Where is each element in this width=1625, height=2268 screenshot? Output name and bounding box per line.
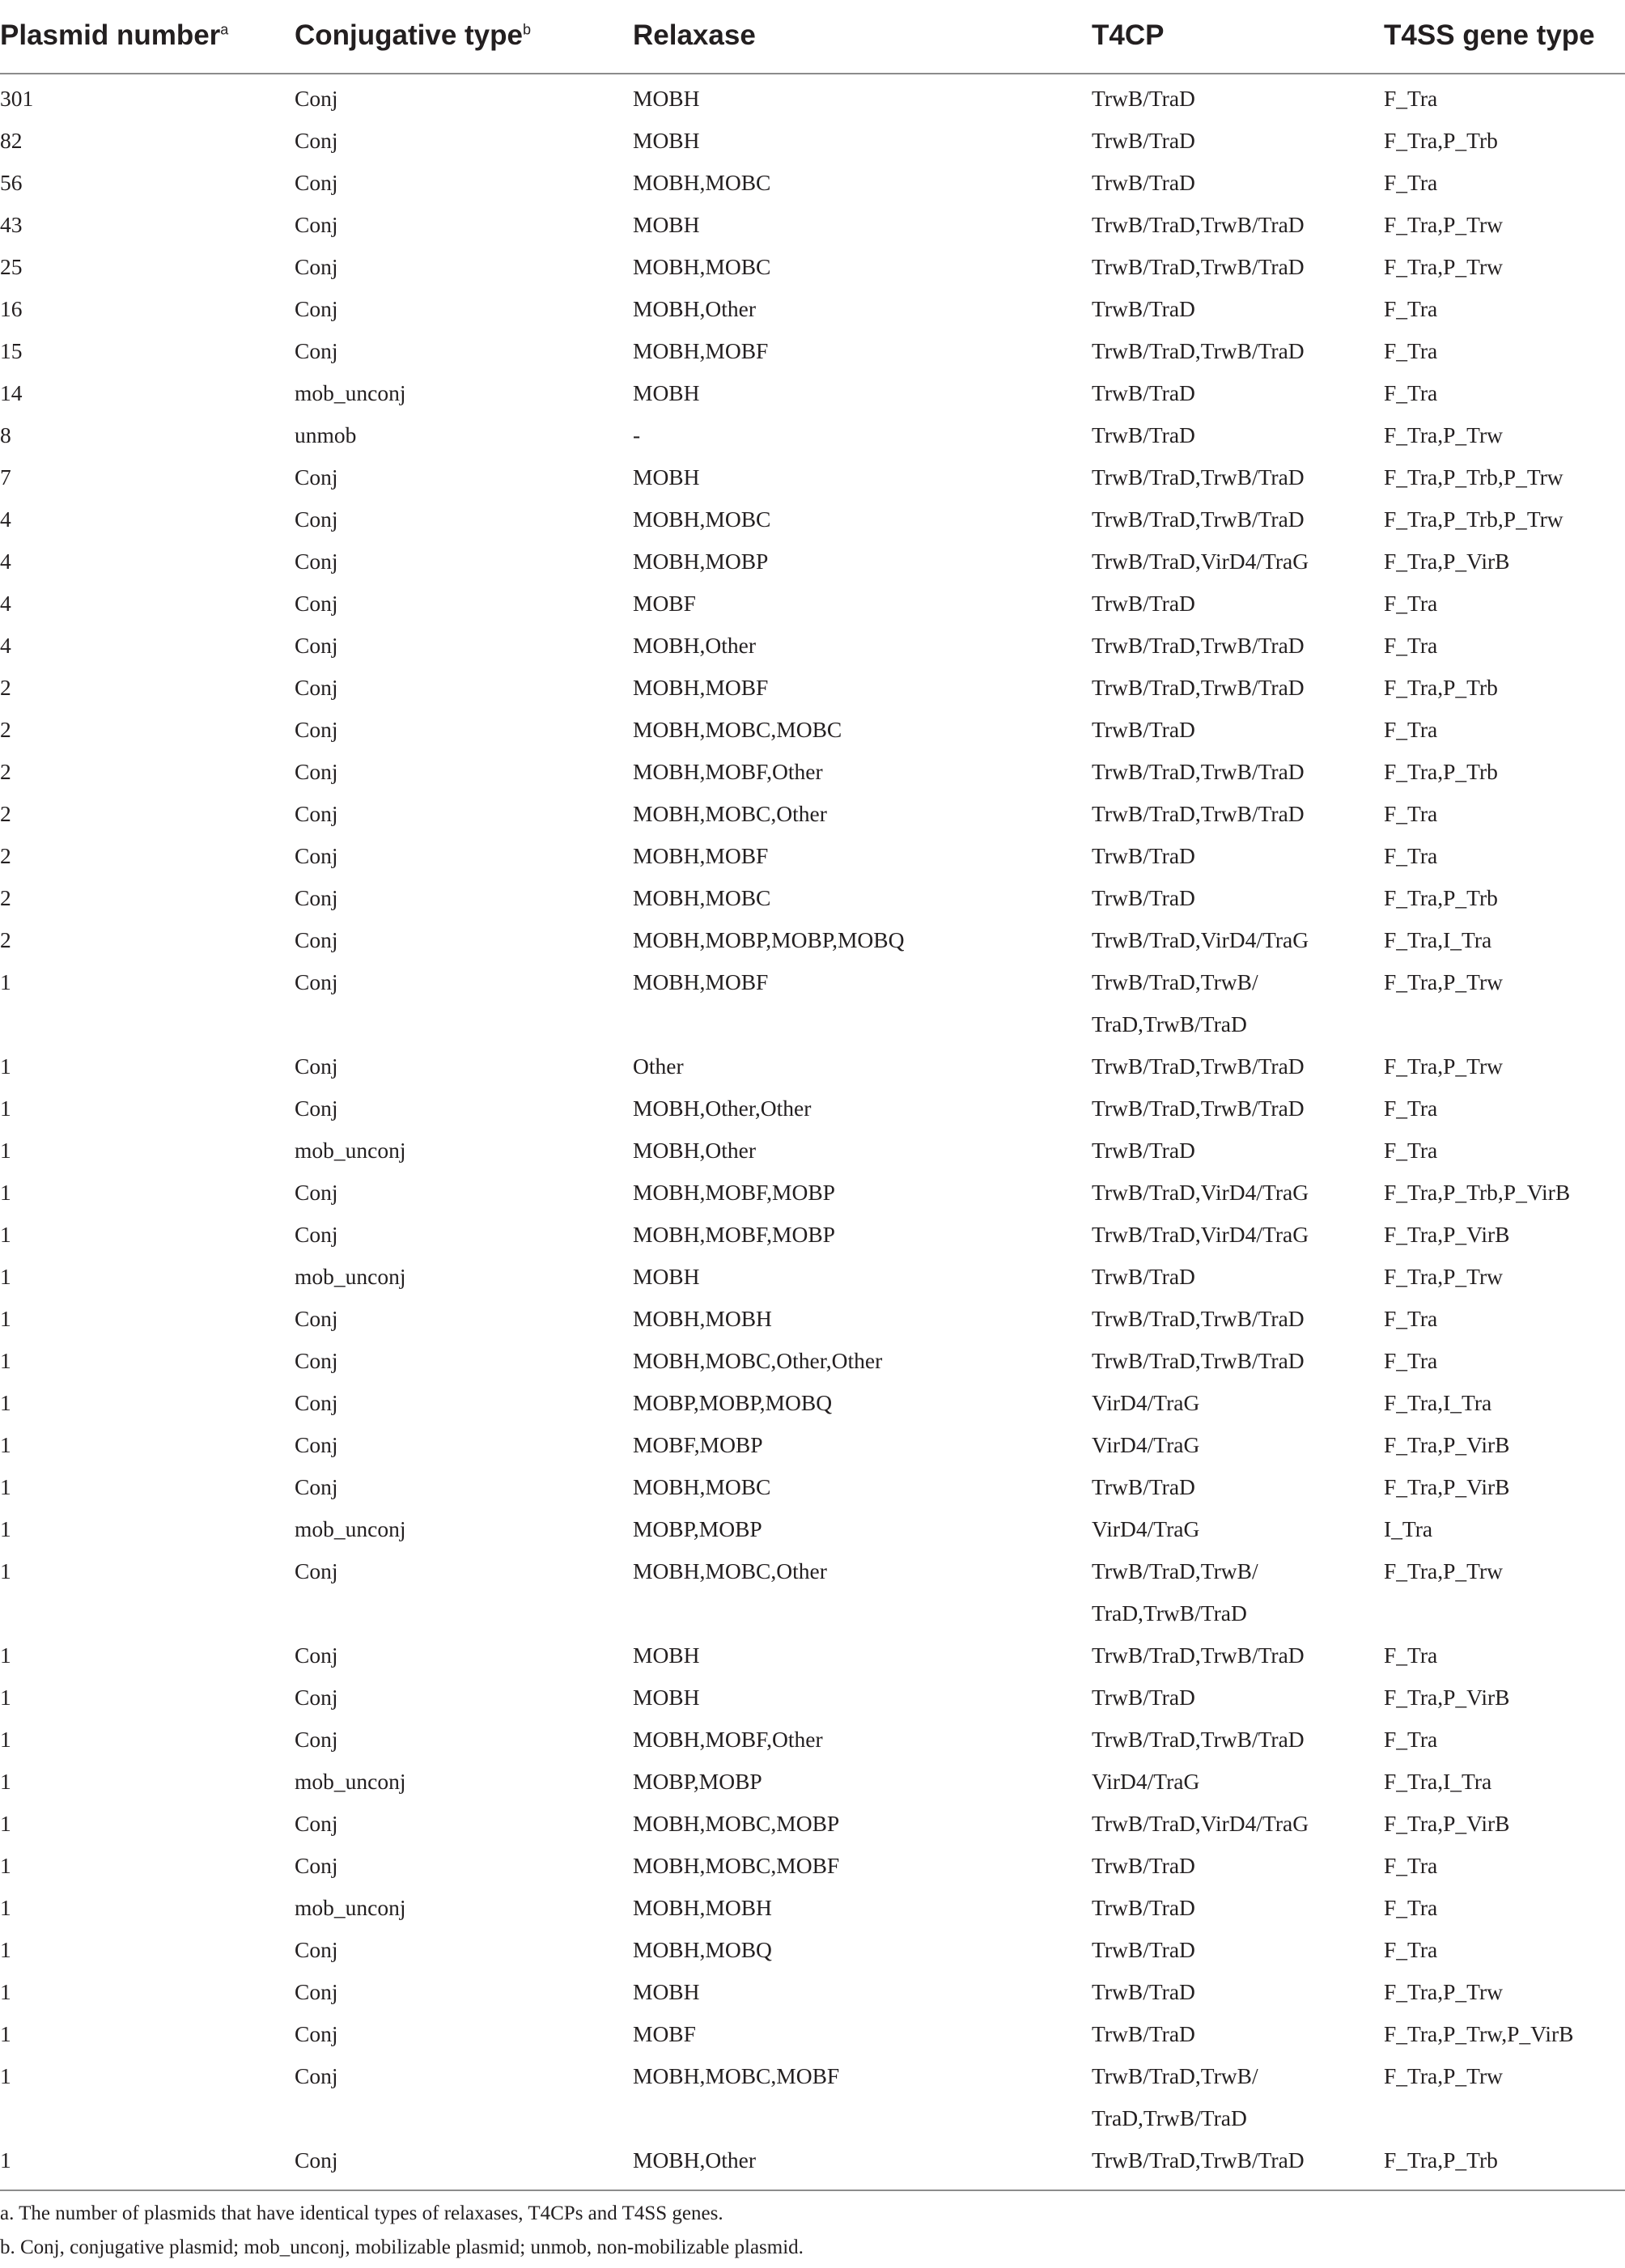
cell-plasmid-number: 1 bbox=[0, 1979, 11, 2004]
cell-t4ss-gene-type: F_Tra,P_Trb,P_VirB bbox=[1384, 1180, 1571, 1205]
table-row bbox=[0, 2055, 1625, 2139]
cell-conjugative-type: Conj bbox=[295, 338, 338, 363]
cell-relaxase: MOBH bbox=[633, 1643, 700, 1668]
header-conjugative-type-label: Conjugative type bbox=[295, 19, 523, 51]
cell-plasmid-number: 2 bbox=[0, 717, 11, 742]
cell-conjugative-type: mob_unconj bbox=[295, 1895, 406, 1920]
cell-conjugative-type: Conj bbox=[295, 1432, 338, 1457]
table-row bbox=[0, 74, 1625, 120]
cell-plasmid-number: 2 bbox=[0, 843, 11, 868]
table-row bbox=[0, 1087, 1625, 1130]
footnote-marker-a: a bbox=[220, 21, 229, 38]
cell-plasmid-number: 4 bbox=[0, 633, 11, 658]
table-row bbox=[0, 1929, 1625, 1971]
cell-relaxase: MOBH,Other bbox=[633, 1138, 757, 1163]
cell-conjugative-type: mob_unconj bbox=[295, 1264, 406, 1289]
cell-plasmid-number: 8 bbox=[0, 422, 11, 447]
cell-relaxase: MOBH,Other bbox=[633, 2147, 757, 2173]
header-relaxase: Relaxase bbox=[633, 0, 1092, 74]
cell-plasmid-number: 56 bbox=[0, 170, 23, 195]
cell-plasmid-number: 4 bbox=[0, 549, 11, 574]
cell-conjugative-type: unmob bbox=[295, 422, 357, 447]
cell-t4ss-gene-type: F_Tra,P_Trb,P_Trw bbox=[1384, 464, 1563, 490]
cell-plasmid-number: 15 bbox=[0, 338, 23, 363]
cell-relaxase: MOBH bbox=[633, 86, 700, 111]
table-row bbox=[0, 1298, 1625, 1340]
cell-relaxase: MOBP,MOBP bbox=[633, 1769, 762, 1794]
cell-t4ss-gene-type: F_Tra,P_Trb,P_Trw bbox=[1384, 507, 1563, 532]
cell-t4cp: VirD4/TraG bbox=[1092, 1432, 1200, 1457]
table-row bbox=[0, 1971, 1625, 2013]
cell-plasmid-number: 1 bbox=[0, 1558, 11, 1583]
cell-conjugative-type: Conj bbox=[295, 1853, 338, 1878]
cell-conjugative-type: Conj bbox=[295, 591, 338, 616]
cell-t4ss-gene-type: F_Tra,P_VirB bbox=[1384, 1432, 1510, 1457]
cell-t4ss-gene-type: F_Tra bbox=[1384, 170, 1438, 195]
table-row bbox=[0, 1803, 1625, 1845]
table-row bbox=[0, 330, 1625, 372]
cell-conjugative-type: Conj bbox=[295, 254, 338, 279]
cell-relaxase: MOBH,MOBF,Other bbox=[633, 759, 823, 784]
cell-conjugative-type: Conj bbox=[295, 1180, 338, 1205]
cell-t4ss-gene-type: F_Tra,P_Trb bbox=[1384, 2147, 1498, 2173]
cell-t4cp: TrwB/TraD,VirD4/TraG bbox=[1092, 1811, 1309, 1836]
cell-plasmid-number: 1 bbox=[0, 1685, 11, 1710]
cell-plasmid-number: 1 bbox=[0, 1474, 11, 1499]
cell-relaxase: MOBH,MOBC,Other bbox=[633, 801, 827, 826]
table-row bbox=[0, 709, 1625, 751]
cell-plasmid-number: 1 bbox=[0, 1895, 11, 1920]
cell-t4cp: TrwB/TraD,TrwB/ TraD,TrwB/TraD bbox=[1092, 969, 1258, 1036]
cell-relaxase: MOBH,MOBF,Other bbox=[633, 1727, 823, 1752]
cell-plasmid-number: 1 bbox=[0, 2147, 11, 2173]
cell-t4cp: TrwB/TraD bbox=[1092, 717, 1195, 742]
table-row bbox=[0, 1466, 1625, 1508]
cell-t4ss-gene-type: I_Tra bbox=[1384, 1516, 1433, 1541]
table-row bbox=[0, 414, 1625, 456]
cell-relaxase: MOBP,MOBP bbox=[633, 1516, 762, 1541]
cell-plasmid-number: 16 bbox=[0, 296, 23, 321]
cell-t4cp: TrwB/TraD,TrwB/TraD bbox=[1092, 1053, 1305, 1079]
cell-relaxase: MOBF bbox=[633, 591, 696, 616]
cell-relaxase: MOBH,MOBC,Other bbox=[633, 1558, 827, 1583]
cell-relaxase: MOBH,MOBC bbox=[633, 507, 771, 532]
table-row bbox=[0, 541, 1625, 583]
cell-relaxase: MOBH,Other,Other bbox=[633, 1096, 812, 1121]
table-row bbox=[0, 1761, 1625, 1803]
cell-plasmid-number: 1 bbox=[0, 1937, 11, 1962]
cell-conjugative-type: Conj bbox=[295, 1306, 338, 1331]
cell-t4ss-gene-type: F_Tra bbox=[1384, 86, 1438, 111]
table-bottom-rule bbox=[0, 2190, 1625, 2191]
cell-relaxase: MOBH,MOBQ bbox=[633, 1937, 772, 1962]
table-row bbox=[0, 583, 1625, 625]
cell-conjugative-type: Conj bbox=[295, 1053, 338, 1079]
cell-t4ss-gene-type: F_Tra,P_VirB bbox=[1384, 1685, 1510, 1710]
header-row bbox=[0, 0, 1625, 74]
table-row bbox=[0, 877, 1625, 919]
cell-plasmid-number: 1 bbox=[0, 1306, 11, 1331]
cell-relaxase: MOBH,MOBF bbox=[633, 338, 769, 363]
cell-conjugative-type: Conj bbox=[295, 969, 338, 994]
table-row bbox=[0, 1550, 1625, 1634]
cell-t4cp: VirD4/TraG bbox=[1092, 1769, 1200, 1794]
cell-t4cp: TrwB/TraD bbox=[1092, 591, 1195, 616]
cell-t4cp: TrwB/TraD,TrwB/TraD bbox=[1092, 633, 1305, 658]
cell-conjugative-type: Conj bbox=[295, 86, 338, 111]
cell-plasmid-number: 82 bbox=[0, 128, 23, 153]
cell-relaxase: MOBH,MOBP bbox=[633, 549, 769, 574]
cell-t4ss-gene-type: F_Tra bbox=[1384, 717, 1438, 742]
cell-plasmid-number: 1 bbox=[0, 1516, 11, 1541]
cell-t4cp: TrwB/TraD,TrwB/TraD bbox=[1092, 254, 1305, 279]
cell-t4cp: TrwB/TraD bbox=[1092, 86, 1195, 111]
cell-plasmid-number: 1 bbox=[0, 1432, 11, 1457]
table-row bbox=[0, 1256, 1625, 1298]
cell-t4ss-gene-type: F_Tra,P_Trb bbox=[1384, 128, 1498, 153]
cell-t4ss-gene-type: F_Tra,P_Trw bbox=[1384, 2063, 1504, 2088]
cell-t4cp: TrwB/TraD,TrwB/TraD bbox=[1092, 801, 1305, 826]
cell-conjugative-type: Conj bbox=[295, 1390, 338, 1415]
cell-conjugative-type: Conj bbox=[295, 1685, 338, 1710]
cell-t4cp: TrwB/TraD bbox=[1092, 843, 1195, 868]
cell-conjugative-type: Conj bbox=[295, 1643, 338, 1668]
cell-t4cp: TrwB/TraD bbox=[1092, 1979, 1195, 2004]
cell-t4ss-gene-type: F_Tra,P_Trw bbox=[1384, 422, 1504, 447]
cell-t4cp: TrwB/TraD,TrwB/TraD bbox=[1092, 1306, 1305, 1331]
cell-t4cp: TrwB/TraD,TrwB/ TraD,TrwB/TraD bbox=[1092, 2063, 1258, 2130]
cell-t4ss-gene-type: F_Tra,P_VirB bbox=[1384, 1811, 1510, 1836]
cell-t4ss-gene-type: F_Tra,I_Tra bbox=[1384, 1769, 1492, 1794]
cell-t4cp: TrwB/TraD bbox=[1092, 422, 1195, 447]
cell-conjugative-type: Conj bbox=[295, 1096, 338, 1121]
cell-relaxase: MOBH bbox=[633, 1264, 700, 1289]
cell-relaxase: MOBH bbox=[633, 380, 700, 405]
cell-t4cp: TrwB/TraD,TrwB/TraD bbox=[1092, 1096, 1305, 1121]
cell-plasmid-number: 1 bbox=[0, 1727, 11, 1752]
cell-t4cp: TrwB/TraD,TrwB/ TraD,TrwB/TraD bbox=[1092, 1558, 1258, 1626]
cell-relaxase: MOBH,MOBC,MOBC bbox=[633, 717, 842, 742]
cell-t4cp: TrwB/TraD bbox=[1092, 1264, 1195, 1289]
cell-conjugative-type: Conj bbox=[295, 2063, 338, 2088]
cell-t4ss-gene-type: F_Tra,I_Tra bbox=[1384, 1390, 1492, 1415]
cell-t4ss-gene-type: F_Tra bbox=[1384, 1138, 1438, 1163]
table-row bbox=[0, 1677, 1625, 1719]
table-row bbox=[0, 1382, 1625, 1424]
cell-conjugative-type: mob_unconj bbox=[295, 1769, 406, 1794]
cell-t4ss-gene-type: F_Tra bbox=[1384, 1895, 1438, 1920]
table-row bbox=[0, 919, 1625, 961]
cell-conjugative-type: Conj bbox=[295, 717, 338, 742]
cell-t4cp: TrwB/TraD,TrwB/TraD bbox=[1092, 675, 1305, 700]
table-row bbox=[0, 456, 1625, 498]
cell-t4ss-gene-type: F_Tra bbox=[1384, 1727, 1438, 1752]
cell-t4ss-gene-type: F_Tra,P_Trw bbox=[1384, 969, 1504, 994]
cell-plasmid-number: 1 bbox=[0, 2021, 11, 2046]
cell-conjugative-type: Conj bbox=[295, 507, 338, 532]
footnote-marker-b: b bbox=[522, 21, 531, 38]
table-body bbox=[0, 74, 1625, 2181]
header-plasmid-number-label: Plasmid number bbox=[0, 19, 221, 51]
header-conjugative-type bbox=[295, 0, 633, 74]
cell-plasmid-number: 1 bbox=[0, 1180, 11, 1205]
header-plasmid-number bbox=[0, 0, 295, 74]
cell-plasmid-number: 1 bbox=[0, 1096, 11, 1121]
cell-relaxase: MOBH,Other bbox=[633, 296, 757, 321]
cell-relaxase: MOBH,MOBC,MOBP bbox=[633, 1811, 840, 1836]
cell-relaxase: MOBH bbox=[633, 464, 700, 490]
cell-conjugative-type: Conj bbox=[295, 549, 338, 574]
cell-t4cp: TrwB/TraD,TrwB/TraD bbox=[1092, 507, 1305, 532]
cell-t4cp: TrwB/TraD bbox=[1092, 1937, 1195, 1962]
cell-relaxase: MOBH bbox=[633, 1979, 700, 2004]
table-row bbox=[0, 1340, 1625, 1382]
table-row bbox=[0, 162, 1625, 204]
cell-plasmid-number: 301 bbox=[0, 86, 34, 111]
table-row bbox=[0, 2013, 1625, 2055]
cell-conjugative-type: Conj bbox=[295, 1727, 338, 1752]
cell-conjugative-type: Conj bbox=[295, 212, 338, 237]
cell-plasmid-number: 1 bbox=[0, 1643, 11, 1668]
cell-relaxase: MOBH,MOBH bbox=[633, 1895, 772, 1920]
cell-t4ss-gene-type: F_Tra,P_Trw,P_VirB bbox=[1384, 2021, 1574, 2046]
cell-t4ss-gene-type: F_Tra,I_Tra bbox=[1384, 927, 1492, 952]
table-row bbox=[0, 1214, 1625, 1256]
cell-relaxase: MOBH,MOBC bbox=[633, 885, 771, 910]
cell-relaxase: MOBH,MOBF bbox=[633, 843, 769, 868]
cell-conjugative-type: Conj bbox=[295, 170, 338, 195]
cell-plasmid-number: 1 bbox=[0, 969, 11, 994]
cell-t4ss-gene-type: F_Tra bbox=[1384, 591, 1438, 616]
cell-t4ss-gene-type: F_Tra bbox=[1384, 1348, 1438, 1373]
cell-plasmid-number: 4 bbox=[0, 507, 11, 532]
cell-t4ss-gene-type: F_Tra,P_Trw bbox=[1384, 1264, 1504, 1289]
cell-relaxase: MOBH,MOBC,Other,Other bbox=[633, 1348, 883, 1373]
cell-plasmid-number: 43 bbox=[0, 212, 23, 237]
cell-relaxase: MOBF,MOBP bbox=[633, 1432, 763, 1457]
cell-conjugative-type: Conj bbox=[295, 843, 338, 868]
cell-t4cp: TrwB/TraD bbox=[1092, 1474, 1195, 1499]
cell-conjugative-type: Conj bbox=[295, 801, 338, 826]
cell-conjugative-type: Conj bbox=[295, 675, 338, 700]
cell-t4ss-gene-type: F_Tra,P_VirB bbox=[1384, 1222, 1510, 1247]
table-row bbox=[0, 1719, 1625, 1761]
cell-relaxase: MOBH,MOBC,MOBF bbox=[633, 2063, 840, 2088]
table-row bbox=[0, 498, 1625, 541]
cell-conjugative-type: Conj bbox=[295, 2021, 338, 2046]
cell-plasmid-number: 25 bbox=[0, 254, 23, 279]
cell-t4ss-gene-type: F_Tra,P_VirB bbox=[1384, 1474, 1510, 1499]
cell-t4ss-gene-type: F_Tra,P_Trw bbox=[1384, 1979, 1504, 2004]
cell-plasmid-number: 4 bbox=[0, 591, 11, 616]
cell-plasmid-number: 1 bbox=[0, 1222, 11, 1247]
cell-t4cp: VirD4/TraG bbox=[1092, 1390, 1200, 1415]
cell-relaxase: MOBH bbox=[633, 1685, 700, 1710]
cell-t4cp: TrwB/TraD bbox=[1092, 1895, 1195, 1920]
cell-t4cp: TrwB/TraD bbox=[1092, 2021, 1195, 2046]
cell-t4ss-gene-type: F_Tra,P_Trw bbox=[1384, 1558, 1504, 1583]
cell-t4ss-gene-type: F_Tra bbox=[1384, 1096, 1438, 1121]
cell-conjugative-type: Conj bbox=[295, 2147, 338, 2173]
cell-conjugative-type: Conj bbox=[295, 1979, 338, 2004]
table-row bbox=[0, 288, 1625, 330]
cell-conjugative-type: Conj bbox=[295, 633, 338, 658]
table-row bbox=[0, 372, 1625, 414]
cell-relaxase: MOBH,MOBF,MOBP bbox=[633, 1180, 835, 1205]
header-t4cp: T4CP bbox=[1092, 0, 1384, 74]
cell-t4cp: TrwB/TraD bbox=[1092, 1138, 1195, 1163]
cell-conjugative-type: Conj bbox=[295, 1937, 338, 1962]
cell-t4ss-gene-type: F_Tra bbox=[1384, 1643, 1438, 1668]
cell-t4ss-gene-type: F_Tra bbox=[1384, 380, 1438, 405]
table-row bbox=[0, 246, 1625, 288]
cell-t4cp: TrwB/TraD,TrwB/TraD bbox=[1092, 1348, 1305, 1373]
cell-t4cp: TrwB/TraD bbox=[1092, 128, 1195, 153]
cell-t4cp: TrwB/TraD bbox=[1092, 380, 1195, 405]
table-row bbox=[0, 625, 1625, 667]
cell-t4cp: TrwB/TraD,VirD4/TraG bbox=[1092, 1180, 1309, 1205]
cell-relaxase: MOBH,MOBF bbox=[633, 969, 769, 994]
table-row bbox=[0, 1845, 1625, 1887]
cell-plasmid-number: 14 bbox=[0, 380, 23, 405]
cell-conjugative-type: Conj bbox=[295, 927, 338, 952]
cell-conjugative-type: Conj bbox=[295, 296, 338, 321]
cell-t4ss-gene-type: F_Tra,P_Trw bbox=[1384, 212, 1504, 237]
table-row bbox=[0, 667, 1625, 709]
cell-t4ss-gene-type: F_Tra,P_VirB bbox=[1384, 549, 1510, 574]
cell-t4cp: TrwB/TraD,TrwB/TraD bbox=[1092, 1643, 1305, 1668]
cell-plasmid-number: 2 bbox=[0, 885, 11, 910]
cell-t4cp: TrwB/TraD,TrwB/TraD bbox=[1092, 759, 1305, 784]
cell-relaxase: MOBF bbox=[633, 2021, 696, 2046]
cell-t4ss-gene-type: F_Tra,P_Trw bbox=[1384, 254, 1504, 279]
cell-t4cp: TrwB/TraD,TrwB/TraD bbox=[1092, 338, 1305, 363]
cell-t4cp: TrwB/TraD bbox=[1092, 885, 1195, 910]
cell-conjugative-type: Conj bbox=[295, 885, 338, 910]
cell-t4cp: TrwB/TraD,TrwB/TraD bbox=[1092, 464, 1305, 490]
cell-relaxase: MOBH,MOBH bbox=[633, 1306, 772, 1331]
cell-relaxase: MOBH bbox=[633, 128, 700, 153]
cell-relaxase: MOBH bbox=[633, 212, 700, 237]
table-row bbox=[0, 961, 1625, 1045]
cell-t4cp: TrwB/TraD,VirD4/TraG bbox=[1092, 1222, 1309, 1247]
cell-t4ss-gene-type: F_Tra bbox=[1384, 633, 1438, 658]
table-row bbox=[0, 751, 1625, 793]
cell-conjugative-type: mob_unconj bbox=[295, 1138, 406, 1163]
table-row bbox=[0, 1045, 1625, 1087]
cell-t4ss-gene-type: F_Tra bbox=[1384, 1306, 1438, 1331]
cell-plasmid-number: 2 bbox=[0, 801, 11, 826]
cell-relaxase: Other bbox=[633, 1053, 684, 1079]
cell-plasmid-number: 1 bbox=[0, 1811, 11, 1836]
cell-t4ss-gene-type: F_Tra bbox=[1384, 338, 1438, 363]
cell-plasmid-number: 7 bbox=[0, 464, 11, 490]
cell-t4cp: TrwB/TraD,TrwB/TraD bbox=[1092, 1727, 1305, 1752]
cell-t4ss-gene-type: F_Tra bbox=[1384, 801, 1438, 826]
cell-plasmid-number: 1 bbox=[0, 1053, 11, 1079]
cell-t4ss-gene-type: F_Tra bbox=[1384, 843, 1438, 868]
cell-conjugative-type: mob_unconj bbox=[295, 1516, 406, 1541]
cell-plasmid-number: 2 bbox=[0, 927, 11, 952]
footnote-b: b. Conj, conjugative plasmid; mob_unconj, mobilizable plasmid; unmob, non-mobilizable plasmid. bbox=[0, 2236, 804, 2258]
footnote-a: a. The number of plasmids that have identical types of relaxases, T4CPs and T4SS genes. bbox=[0, 2202, 723, 2224]
cell-t4ss-gene-type: F_Tra,P_Trw bbox=[1384, 1053, 1504, 1079]
cell-plasmid-number: 1 bbox=[0, 1390, 11, 1415]
table-row bbox=[0, 120, 1625, 162]
cell-plasmid-number: 1 bbox=[0, 1769, 11, 1794]
cell-relaxase: MOBH,MOBC bbox=[633, 1474, 771, 1499]
cell-t4ss-gene-type: F_Tra bbox=[1384, 296, 1438, 321]
cell-conjugative-type: Conj bbox=[295, 1222, 338, 1247]
table-header bbox=[0, 0, 1625, 74]
table-row bbox=[0, 1508, 1625, 1550]
cell-t4cp: TrwB/TraD,TrwB/TraD bbox=[1092, 2147, 1305, 2173]
cell-relaxase: MOBH,MOBP,MOBP,MOBQ bbox=[633, 927, 905, 952]
cell-t4cp: TrwB/TraD,VirD4/TraG bbox=[1092, 927, 1309, 952]
cell-relaxase: MOBH,Other bbox=[633, 633, 757, 658]
cell-t4ss-gene-type: F_Tra bbox=[1384, 1937, 1438, 1962]
table-row bbox=[0, 793, 1625, 835]
cell-conjugative-type: mob_unconj bbox=[295, 380, 406, 405]
cell-t4ss-gene-type: F_Tra,P_Trb bbox=[1384, 759, 1498, 784]
cell-relaxase: - bbox=[633, 422, 641, 447]
cell-t4cp: TrwB/TraD,VirD4/TraG bbox=[1092, 549, 1309, 574]
table-row bbox=[0, 1424, 1625, 1466]
cell-plasmid-number: 2 bbox=[0, 675, 11, 700]
cell-plasmid-number: 1 bbox=[0, 1348, 11, 1373]
cell-conjugative-type: Conj bbox=[295, 759, 338, 784]
table-row bbox=[0, 1130, 1625, 1172]
cell-conjugative-type: Conj bbox=[295, 1474, 338, 1499]
cell-relaxase: MOBH,MOBC,MOBF bbox=[633, 1853, 840, 1878]
cell-relaxase: MOBH,MOBC bbox=[633, 170, 771, 195]
cell-plasmid-number: 2 bbox=[0, 759, 11, 784]
cell-conjugative-type: Conj bbox=[295, 1348, 338, 1373]
cell-plasmid-number: 1 bbox=[0, 1138, 11, 1163]
cell-t4cp: TrwB/TraD bbox=[1092, 1685, 1195, 1710]
table-row bbox=[0, 1887, 1625, 1929]
cell-t4ss-gene-type: F_Tra bbox=[1384, 1853, 1438, 1878]
cell-conjugative-type: Conj bbox=[295, 1558, 338, 1583]
table-row bbox=[0, 2139, 1625, 2181]
cell-t4cp: TrwB/TraD bbox=[1092, 170, 1195, 195]
cell-plasmid-number: 1 bbox=[0, 1264, 11, 1289]
cell-plasmid-number: 1 bbox=[0, 2063, 11, 2088]
cell-plasmid-number: 1 bbox=[0, 1853, 11, 1878]
table-row bbox=[0, 1172, 1625, 1214]
cell-relaxase: MOBP,MOBP,MOBQ bbox=[633, 1390, 833, 1415]
header-t4ss-gene-type: T4SS gene type bbox=[1384, 0, 1625, 74]
cell-t4ss-gene-type: F_Tra,P_Trb bbox=[1384, 885, 1498, 910]
cell-conjugative-type: Conj bbox=[295, 128, 338, 153]
cell-t4cp: VirD4/TraG bbox=[1092, 1516, 1200, 1541]
cell-conjugative-type: Conj bbox=[295, 1811, 338, 1836]
table-row bbox=[0, 1634, 1625, 1677]
cell-relaxase: MOBH,MOBF bbox=[633, 675, 769, 700]
table-row bbox=[0, 204, 1625, 246]
cell-t4cp: TrwB/TraD bbox=[1092, 296, 1195, 321]
cell-conjugative-type: Conj bbox=[295, 464, 338, 490]
cell-t4ss-gene-type: F_Tra,P_Trb bbox=[1384, 675, 1498, 700]
cell-relaxase: MOBH,MOBC bbox=[633, 254, 771, 279]
cell-t4cp: TrwB/TraD,TrwB/TraD bbox=[1092, 212, 1305, 237]
table-row bbox=[0, 835, 1625, 877]
cell-t4cp: TrwB/TraD bbox=[1092, 1853, 1195, 1878]
cell-relaxase: MOBH,MOBF,MOBP bbox=[633, 1222, 835, 1247]
